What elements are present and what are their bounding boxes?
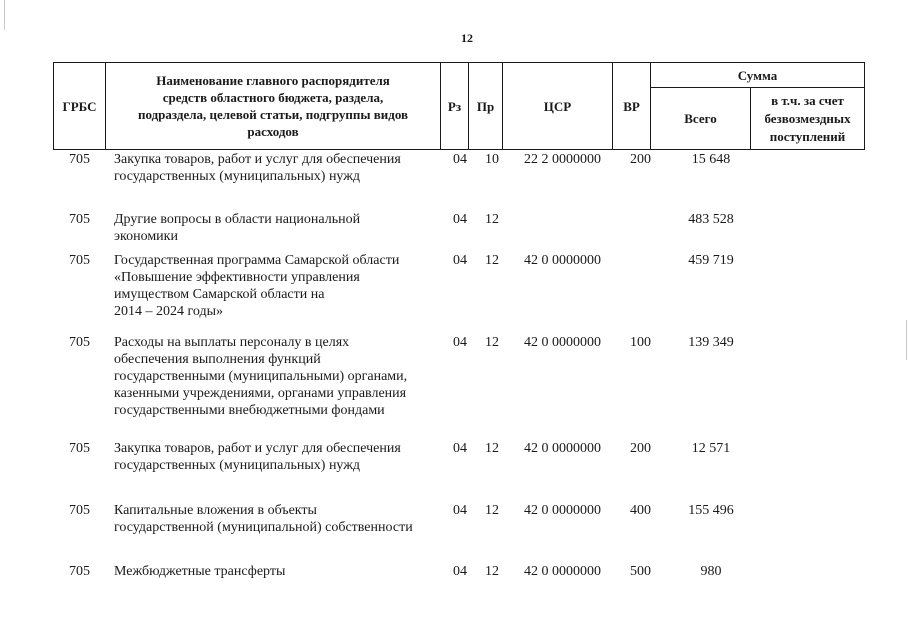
cell-grbs: 705 (69, 253, 90, 268)
cell-csr: 42 0 0000000 (524, 253, 601, 268)
cell-name-line: имуществом Самарской области на (114, 287, 325, 302)
cell-pr: 12 (485, 335, 499, 350)
cell-name-line: Закупка товаров, работ и услуг для обеспечения (114, 441, 401, 456)
cell-grbs: 705 (69, 503, 90, 518)
cell-name (114, 211, 454, 245)
cell-grbs: 705 (69, 335, 90, 350)
cell-rz: 04 (453, 253, 467, 268)
cell-rz: 04 (453, 212, 467, 227)
cell-name-line: государственных (муниципальных) нужд (114, 458, 361, 473)
scan-mark (906, 320, 907, 360)
cell-csr: 42 0 0000000 (524, 503, 601, 518)
header-free-line: в т.ч. за счет (771, 92, 844, 108)
cell-total: 155 496 (688, 503, 734, 518)
cell-pr: 10 (485, 152, 499, 167)
header-name-line: подраздела, целевой статьи, подгруппы видов (137, 107, 409, 122)
table-header (53, 62, 865, 150)
cell-pr: 12 (485, 441, 499, 456)
header-name-line: Наименование главного распорядителя (156, 73, 390, 88)
page-number: 12 (461, 31, 473, 45)
cell-name-line: государственными (муниципальными) органами, (114, 369, 408, 384)
header-vr: ВР (613, 63, 651, 150)
cell-csr: 42 0 0000000 (524, 335, 601, 350)
cell-name (114, 440, 454, 474)
header-name-line: расходов (247, 124, 299, 139)
header-free-line: поступлений (769, 128, 846, 144)
cell-name-line: Закупка товаров, работ и услуг для обеспечения (114, 152, 401, 167)
cell-rz: 04 (453, 503, 467, 518)
cell-name-line: Расходы на выплаты персоналу в целях (114, 335, 350, 350)
header-total: Всего (651, 88, 751, 150)
cell-vr: 100 (630, 335, 651, 350)
header-pr: Пр (469, 63, 503, 150)
cell-pr: 12 (485, 503, 499, 518)
cell-total: 12 571 (691, 441, 731, 456)
cell-vr: 200 (630, 152, 651, 167)
cell-name-line: экономики (114, 229, 178, 244)
cell-name-line: государственными внебюджетными фондами (114, 403, 385, 418)
cell-name-line: Межбюджетные трансферты (114, 564, 286, 579)
cell-name-line: 2014 – 2024 годы» (114, 304, 224, 319)
cell-grbs: 705 (69, 441, 90, 456)
header-free-line: безвозмездных (764, 110, 851, 126)
cell-rz: 04 (453, 335, 467, 350)
cell-rz: 04 (453, 441, 467, 456)
cell-total: 139 349 (688, 335, 734, 350)
header-csr: ЦСР (503, 63, 613, 150)
header-grbs: ГРБС (54, 63, 106, 150)
cell-grbs: 705 (69, 564, 90, 579)
header-name-line: средств областного бюджета, раздела, (162, 90, 384, 105)
cell-vr: 500 (630, 564, 651, 579)
cell-vr: 200 (630, 441, 651, 456)
header-rz: Рз (441, 63, 469, 150)
cell-pr: 12 (485, 212, 499, 227)
cell-name-line: Государственная программа Самарской области (114, 253, 400, 268)
cell-csr: 42 0 0000000 (524, 441, 601, 456)
cell-name (114, 502, 454, 536)
cell-csr: 42 0 0000000 (524, 564, 601, 579)
cell-name-line: «Повышение эффективности управления (114, 270, 360, 285)
cell-total: 980 (700, 564, 722, 579)
cell-total: 15 648 (691, 152, 731, 167)
header-name (106, 63, 441, 150)
cell-total: 483 528 (688, 212, 734, 227)
cell-name-line: Другие вопросы в области национальной (114, 212, 361, 227)
cell-name-line: казенными учреждениями, органами управления (114, 386, 407, 401)
cell-vr: 400 (630, 503, 651, 518)
cell-name (114, 563, 454, 580)
cell-name-line: Капитальные вложения в объекты (114, 503, 317, 518)
cell-name-line: государственной (муниципальной) собственности (114, 520, 413, 535)
cell-rz: 04 (453, 152, 467, 167)
cell-rz: 04 (453, 564, 467, 579)
cell-name (114, 334, 454, 419)
cell-grbs: 705 (69, 212, 90, 227)
cell-name (114, 151, 454, 185)
cell-grbs: 705 (69, 152, 90, 167)
header-free (751, 88, 865, 150)
cell-total: 459 719 (688, 253, 734, 268)
cell-name (114, 252, 454, 320)
cell-name-line: государственных (муниципальных) нужд (114, 169, 361, 184)
header-sum: Сумма (651, 63, 865, 88)
cell-pr: 12 (485, 253, 499, 268)
scan-mark (4, 0, 5, 30)
cell-pr: 12 (485, 564, 499, 579)
cell-name-line: обеспечения выполнения функций (114, 352, 321, 367)
cell-csr: 22 2 0000000 (524, 152, 601, 167)
